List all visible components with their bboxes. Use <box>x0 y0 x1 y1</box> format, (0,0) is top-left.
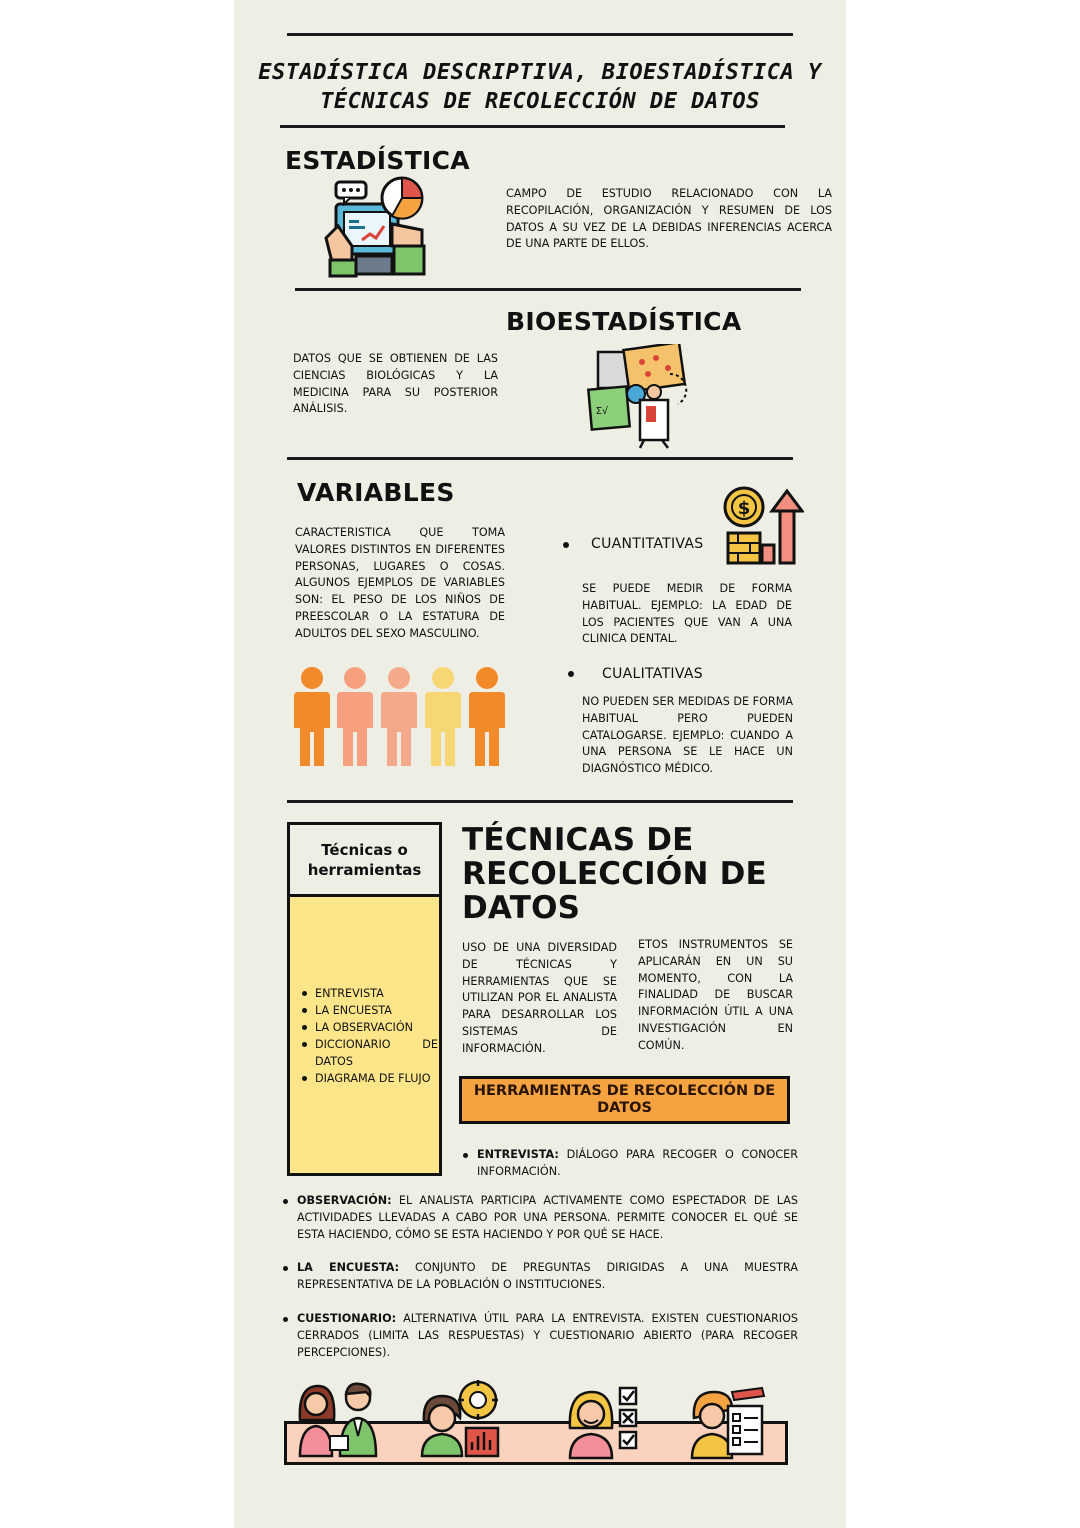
people-group-icon <box>292 666 507 768</box>
biology-research-icon <box>586 344 692 450</box>
bioestadistica-text: DATOS QUE SE OBTIENEN DE LAS CIENCIAS BIOLÓGICAS Y LA MEDICINA PARA SU POSTERIOR ANÁLISIS. <box>293 352 498 416</box>
estadistica-text: CAMPO DE ESTUDIO RELACIONADO CON LA RECOPILACIÓN, ORGANIZACIÓN Y RESUMEN DE LOS DATOS A SU VEZ DE LA DEBIDAS INFERENCIAS ACERCA DE UNA PARTE DE ELLOS. <box>506 187 832 251</box>
tecnicas-box-title: Técnicas o herramientas <box>290 825 439 897</box>
stats-tablet-icon <box>322 176 430 278</box>
questionnaire-icon <box>688 1384 768 1460</box>
cuestionario-desc: ALTERNATIVA ÚTIL PARA LA ENTREVISTA. EXISTEN CUESTIONARIOS CERRADOS (LIMITA LAS RESPUESTAS) Y CUESTIONARIO ABIERTO (PARA RECOGER PERCEPCIONES). <box>297 1312 798 1359</box>
tecnicas-box <box>287 822 442 1176</box>
tecnicas-heading-line3: DATOS <box>462 890 581 926</box>
tecnicas-list <box>300 985 438 1087</box>
entrevista-item <box>477 1147 798 1181</box>
entrevista-bullet <box>463 1153 468 1158</box>
cuantitativas-text: SE PUEDE MEDIR DE FORMA HABITUAL. EJEMPLO: LA EDAD DE LOS PACIENTES QUE VAN A UNA CLINICA DENTAL. <box>582 582 792 646</box>
variables-text: CARACTERISTICA QUE TOMA VALORES DISTINTOS EN DIFERENTES PERSONAS, LUGARES O COSAS. ALGUNOS EJEMPLOS DE VARIABLES SON: EL PESO DE LOS NIÑOS DE PREESCOLAR O LA ESTATURA DE ADULTOS DEL SEXO MASCULINO. <box>295 526 505 640</box>
herramientas-title: HERRAMIENTAS DE RECOLECCIÓN DE DATOS <box>459 1076 790 1124</box>
cuantitativas-bullet <box>563 542 569 548</box>
encuesta-desc: CONJUNTO DE PREGUNTAS DIRIGIDAS A UNA MUESTRA REPRESENTATIVA DE LA POBLACIÓN O INSTITUCIONES. <box>297 1261 798 1291</box>
analyst-icon <box>420 1378 502 1458</box>
cuestionario-term: CUESTIONARIO: <box>297 1312 397 1325</box>
list-item: LA OBSERVACIÓN <box>300 1019 438 1036</box>
encuesta-item <box>297 1260 798 1294</box>
svg-text:$: $ <box>737 498 751 519</box>
tecnicas-heading-line2: RECOLECCIÓN DE <box>462 856 767 892</box>
observacion-bullet <box>283 1199 288 1204</box>
tecnicas-heading <box>462 823 767 925</box>
variables-rule <box>287 800 793 803</box>
tecnicas-col2: ETOS INSTRUMENTOS SE APLICARÁN EN UN SU MOMENTO, CON LA FINALIDAD DE BUSCAR INFORMACIÓN ÚTIL A UNA INVESTIGACIÓN EN COMÚN. <box>638 938 793 1052</box>
bioestadistica-heading: BIOESTADÍSTICA <box>506 307 742 336</box>
cuantitativas-label: CUANTITATIVAS <box>591 536 704 552</box>
estadistica-heading: ESTADÍSTICA <box>285 146 470 175</box>
entrevista-term: ENTREVISTA: <box>477 1148 559 1161</box>
observacion-term: OBSERVACIÓN: <box>297 1194 392 1207</box>
person-icon <box>337 667 373 766</box>
encuesta-term: LA ENCUESTA: <box>297 1261 400 1274</box>
list-item: DIAGRAMA DE FLUJO <box>300 1070 438 1087</box>
person-icon <box>294 667 330 766</box>
page-title <box>252 58 828 116</box>
observacion-desc: EL ANALISTA PARTICIPA ACTIVAMENTE COMO ESPECTADOR DE LAS ACTIVIDADES LLEVADAS A CABO POR UNA PERSONA. PERMITE CONOCER EL QUÉ SE ESTA HACIENDO, CÓMO SE ESTA HACIENDO Y POR QUÉ SE HACE. <box>297 1194 798 1241</box>
person-icon <box>381 667 417 766</box>
title-top-rule <box>287 33 793 36</box>
cuestionario-item <box>297 1311 798 1361</box>
cuestionario-bullet <box>283 1317 288 1322</box>
entrevista-desc: DIÁLOGO PARA RECOGER O CONOCER INFORMACIÓN. <box>477 1148 798 1178</box>
encuesta-bullet <box>283 1266 288 1271</box>
person-icon <box>425 667 461 766</box>
money-growth-icon <box>722 485 804 567</box>
title-bottom-rule <box>280 125 785 128</box>
survey-icon <box>566 1384 642 1460</box>
bioestadistica-rule <box>287 457 793 460</box>
list-item: DICCIONARIO DE DATOS <box>300 1036 438 1070</box>
cualitativas-bullet <box>568 671 574 677</box>
list-item: ENTREVISTA <box>300 985 438 1002</box>
list-item: LA ENCUESTA <box>300 1002 438 1019</box>
estadistica-rule <box>295 288 801 291</box>
tecnicas-col1: USO DE UNA DIVERSIDAD DE TÉCNICAS Y HERRAMIENTAS QUE SE UTILIZAN POR EL ANALISTA PARA DESARROLLAR LOS SISTEMAS DE INFORMACIÓN. <box>462 941 617 1055</box>
page-title-line2: TÉCNICAS DE RECOLECCIÓN DE DATOS <box>320 89 760 114</box>
person-icon <box>469 667 505 766</box>
svg-text:Σ√: Σ√ <box>596 406 609 417</box>
cualitativas-label: CUALITATIVAS <box>602 666 703 682</box>
page-title-line1: ESTADÍSTICA DESCRIPTIVA, BIOESTADÍSTICA Y <box>258 60 822 85</box>
tecnicas-heading-line1: TÉCNICAS DE <box>462 822 694 858</box>
variables-heading: VARIABLES <box>297 478 455 507</box>
observacion-item <box>297 1193 798 1243</box>
interview-icon <box>296 1380 382 1458</box>
cualitativas-text: NO PUEDEN SER MEDIDAS DE FORMA HABITUAL PERO PUEDEN CATALOGARSE. EJEMPLO: CUANDO A UNA PERSONA SE LE HACE UN DIAGNÓSTICO MÉDICO. <box>582 695 793 776</box>
